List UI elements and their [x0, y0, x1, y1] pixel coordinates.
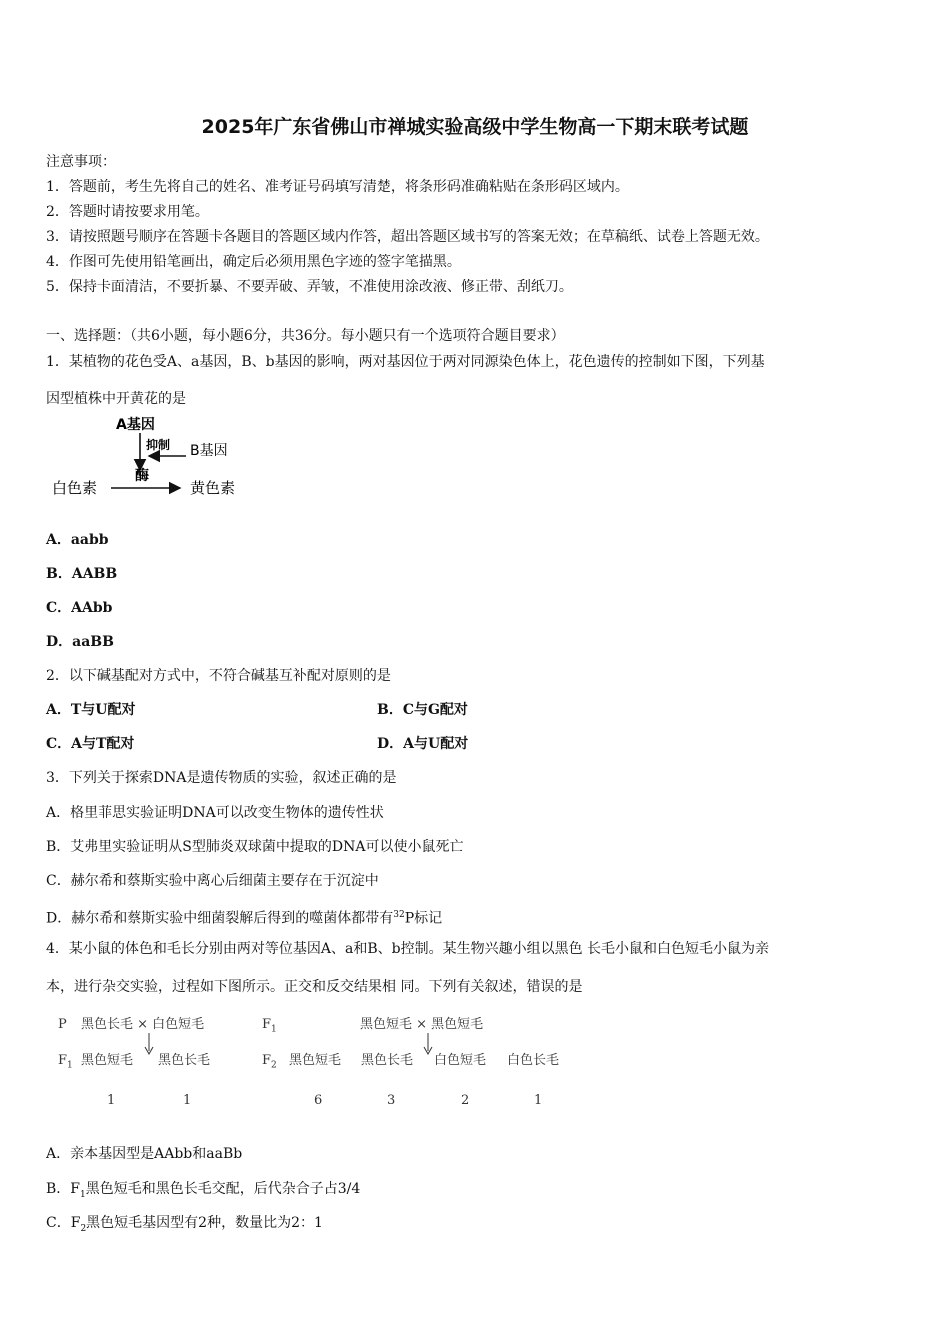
- q3-stem: 3．下列关于探索DNA是遗传物质的实验，叙述正确的是: [46, 770, 397, 786]
- q1-option-c[interactable]: C．AAbb: [46, 600, 113, 616]
- f2-phenotype: 黑色短毛: [289, 1053, 342, 1068]
- q3-option-c[interactable]: C．赫尔希和蔡斯实验中离心后细菌主要存在于沉淀中: [46, 873, 379, 889]
- isotope-mass-number: 32: [393, 910, 405, 920]
- section-heading: 一、选择题：（共6小题，每小题6分，共36分。每小题只有一个选项符合题目要求）: [46, 328, 565, 344]
- f2-label-letter: F: [262, 1053, 272, 1068]
- p-generation-label: P: [58, 1017, 67, 1032]
- q4-option-b-prefix: B．F: [46, 1181, 81, 1197]
- yellow-pigment-label: 黄色素: [190, 479, 236, 497]
- q1-stem: 1．某植物的花色受A、a基因，B、b基因的影响，两对基因位于两对同源染色体上，花色遗传的控制如下图，下列基: [46, 354, 765, 370]
- notice-item: 3．请按照题号顺序在答题卡各题目的答题区域内作答，超出答题区域书写的答案无效；在草稿纸、试卷上答题无效。: [46, 229, 769, 245]
- f1-ratio-value: 1: [107, 1093, 116, 1108]
- q1-option-a[interactable]: A．aabb: [46, 532, 109, 548]
- page-title: 2025年广东省佛山市禅城实验高级中学生物高一下期末联考试题: [201, 116, 749, 138]
- q1-pathway-diagram: [46, 412, 266, 504]
- q3-option-d-tail: P标记: [404, 910, 443, 927]
- f1-ratio-value: 1: [183, 1093, 192, 1108]
- q4-stem-cont: 本，进行杂交实验，过程如下图所示。正交和反交结果相 同。下列有关叙述，错误的是: [46, 979, 583, 995]
- q3-option-a[interactable]: A．格里菲思实验证明DNA可以改变生物体的遗传性状: [46, 805, 384, 821]
- q4-option-b-text: 黑色短毛和黑色长毛交配，后代杂合子占3/4: [85, 1181, 361, 1197]
- q1-option-d[interactable]: D．aaBB: [46, 634, 114, 650]
- q2-stem: 2．以下碱基配对方式中，不符合碱基互补配对原则的是: [46, 668, 391, 684]
- f2-phenotype: 白色短毛: [434, 1053, 487, 1068]
- f1-cross-text: 黑色短毛 × 黑色短毛: [360, 1017, 484, 1032]
- notice-heading: 注意事项：: [46, 154, 116, 170]
- f2-ratio-value: 1: [534, 1093, 543, 1108]
- q4-option-c[interactable]: [46, 1213, 323, 1239]
- f2-ratio-value: 3: [387, 1093, 396, 1108]
- f1-black-short: 黑色短毛: [81, 1053, 134, 1068]
- q4-option-c-sub: 2: [80, 1223, 87, 1234]
- q4-option-c-prefix: C．F: [46, 1215, 81, 1231]
- f1-label-sub: 1: [67, 1060, 73, 1071]
- q4-option-b-sub: 1: [80, 1189, 86, 1200]
- q1-option-b[interactable]: B．AABB: [46, 566, 118, 582]
- f1-parent-sub: 1: [271, 1024, 277, 1035]
- f2-phenotype: 黑色长毛: [361, 1053, 414, 1068]
- gene-a-label: A基因: [116, 417, 155, 433]
- notice-item: 1．答题前，考生先将自己的姓名、准考证号码填写清楚，将条形码准确粘贴在条形码区域内。: [46, 179, 629, 195]
- q2-option-b[interactable]: B．C与G配对: [377, 702, 468, 718]
- q3-option-d[interactable]: [46, 905, 442, 929]
- q4-option-b[interactable]: [46, 1179, 360, 1205]
- q2-option-a[interactable]: A．T与U配对: [46, 702, 136, 718]
- q3-option-d-text: D．赫尔希和蔡斯实验中细菌裂解后得到的噬菌体都带有: [46, 910, 394, 927]
- q4-stem: 4．某小鼠的体色和毛长分别由两对等位基因A、a和B、b控制。某生物兴趣小组以黑色 长毛小鼠和白色短毛小鼠为亲: [46, 941, 770, 957]
- f2-phenotype: 白色长毛: [507, 1053, 560, 1068]
- white-pigment-label: 白色素: [52, 479, 98, 497]
- f1-parent-letter: F: [262, 1017, 272, 1032]
- notice-item: 5．保持卡面清洁，不要折暴、不要弄破、弄皱，不准使用涂改液、修正带、刮纸刀。: [46, 279, 573, 295]
- q3-option-b[interactable]: B．艾弗里实验证明从S型肺炎双球菌中提取的DNA可以使小鼠死亡: [46, 839, 464, 855]
- inhibit-label: 抑制: [146, 438, 171, 452]
- f2-label-sub: 2: [271, 1060, 277, 1071]
- f1-black-long: 黑色长毛: [158, 1053, 211, 1068]
- notice-item: 2．答题时请按要求用笔。: [46, 204, 209, 220]
- gene-b-label: B基因: [190, 443, 228, 459]
- q4-option-c-text: 黑色短毛基因型有2种，数量比为2：1: [86, 1215, 323, 1231]
- q2-option-d[interactable]: D．A与U配对: [377, 736, 469, 752]
- q4-option-a[interactable]: A．亲本基因型是AAbb和aaBb: [46, 1146, 243, 1162]
- notice-item: 4．作图可先使用铅笔画出，确定后必须用黑色字迹的签字笔描黑。: [46, 254, 461, 270]
- p-cross-arrow: [144, 1033, 154, 1055]
- q1-stem-cont: 因型植株中开黄花的是: [46, 391, 186, 407]
- p-cross-text: 黑色长毛 × 白色短毛: [81, 1017, 205, 1032]
- f2-generation-label: [262, 1052, 277, 1075]
- f1-label-letter: F: [58, 1053, 68, 1068]
- f1-cross-arrow: [423, 1033, 433, 1055]
- q2-option-c[interactable]: C．A与T配对: [46, 736, 135, 752]
- f2-ratio-value: 6: [314, 1093, 323, 1108]
- f1-generation-label: [58, 1052, 73, 1075]
- enzyme-label: 酶: [135, 468, 149, 484]
- f2-ratio-value: 2: [461, 1093, 470, 1108]
- f1-parent-label: [262, 1016, 277, 1039]
